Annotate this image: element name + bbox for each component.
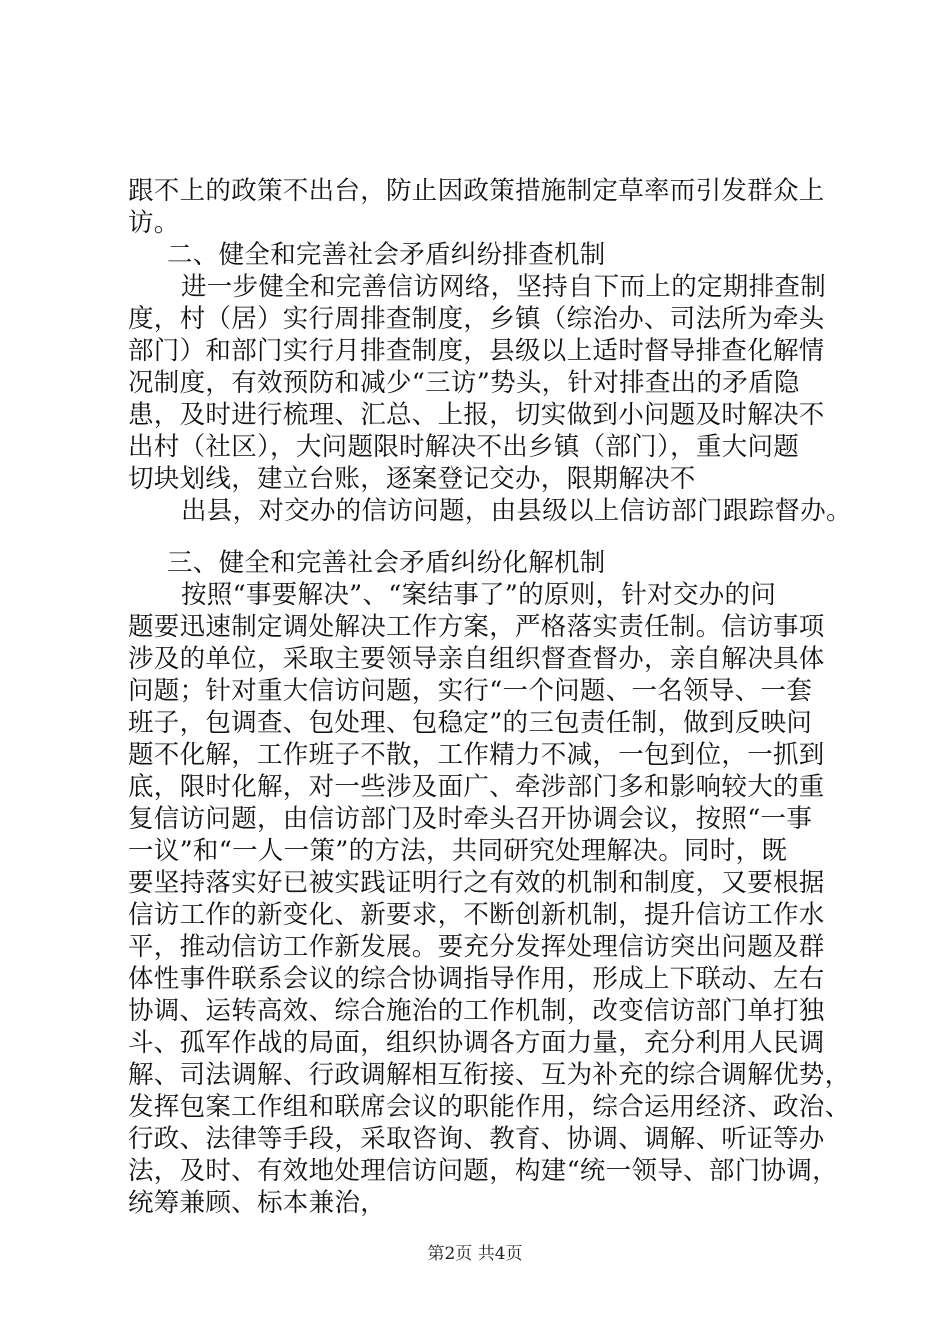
text-line: 协调、运转高效、综合施治的工作机制，改变信访部门单打独	[128, 996, 825, 1026]
text-line: 斗、孤军作战的局面，组织协调各方面力量，充分利用人民调	[128, 1028, 825, 1058]
page-number-footer: 第2页 共4页	[427, 1244, 523, 1264]
section-heading: 三、健全和完善社会矛盾纠纷化解机制	[167, 548, 606, 578]
text-line: 复信访问题，由信访部门及时牵头召开协调会议，按照“一事	[128, 804, 813, 834]
text-line: 要坚持落实好已被实践证明行之有效的机制和制度，又要根据	[128, 868, 825, 898]
text-line: 况制度，有效预防和减少“三访”势头，针对排查出的矛盾隐	[128, 368, 800, 398]
text-line: 部门）和部门实行月排查制度，县级以上适时督导排查化解情	[128, 336, 825, 366]
text-line: 统筹兼顾、标本兼治，	[128, 1188, 387, 1218]
text-line: 度，村（居）实行周排查制度，乡镇（综治办、司法所为牵头	[128, 304, 825, 334]
text-line: 行政、法律等手段，采取咨询、教育、协调、调解、听证等办	[128, 1124, 825, 1154]
text-line: 患，及时进行梳理、汇总、上报，切实做到小问题及时解决不	[128, 400, 825, 430]
text-line: 题不化解，工作班子不散，工作精力不减，一包到位，一抓到	[128, 740, 825, 770]
text-line: 解、司法调解、行政调解相互衔接、互为补充的综合调解优势，	[128, 1060, 851, 1090]
text-line: 访。	[128, 208, 180, 238]
section-heading: 二、健全和完善社会矛盾纠纷排查机制	[167, 240, 606, 270]
text-line: 进一步健全和完善信访网络，坚持自下而上的定期排查制	[181, 272, 827, 302]
text-line: 跟不上的政策不出台，防止因政策措施制定草率而引发群众上	[128, 176, 825, 206]
text-line: 信访工作的新变化、新要求，不断创新机制，提升信访工作水	[128, 900, 825, 930]
text-line: 体性事件联系会议的综合协调指导作用，形成上下联动、左右	[128, 964, 825, 994]
text-line: 出县，对交办的信访问题，由县级以上信访部门跟踪督办。	[181, 496, 852, 526]
text-line: 切块划线，建立台账，逐案登记交办，限期解决不	[128, 464, 696, 494]
text-line: 涉及的单位，采取主要领导亲自组织督查督办，亲自解决具体	[128, 644, 825, 674]
text-line: 平，推动信访工作新发展。要充分发挥处理信访突出问题及群	[128, 932, 825, 962]
text-line: 发挥包案工作组和联席会议的职能作用，综合运用经济、政治、	[128, 1092, 851, 1122]
text-line: 法，及时、有效地处理信访问题，构建“统一领导、部门协调，	[128, 1156, 838, 1186]
text-line: 题要迅速制定调处解决工作方案，严格落实责任制。信访事项	[128, 612, 825, 642]
text-line: 班子，包调查、包处理、包稳定”的三包责任制，做到反映问	[128, 708, 813, 738]
text-line: 出村（社区），大问题限时解决不出乡镇（部门），重大问题	[128, 432, 800, 462]
text-line: 一议”和“一人一策”的方法，共同研究处理解决。同时，既	[128, 836, 788, 866]
text-line: 底，限时化解，对一些涉及面广、牵涉部门多和影响较大的重	[128, 772, 825, 802]
text-line: 问题；针对重大信访问题，实行“一个问题、一名领导、一套	[128, 676, 813, 706]
text-line: 按照“事要解决”、“案结事了”的原则，针对交办的问	[181, 580, 777, 610]
